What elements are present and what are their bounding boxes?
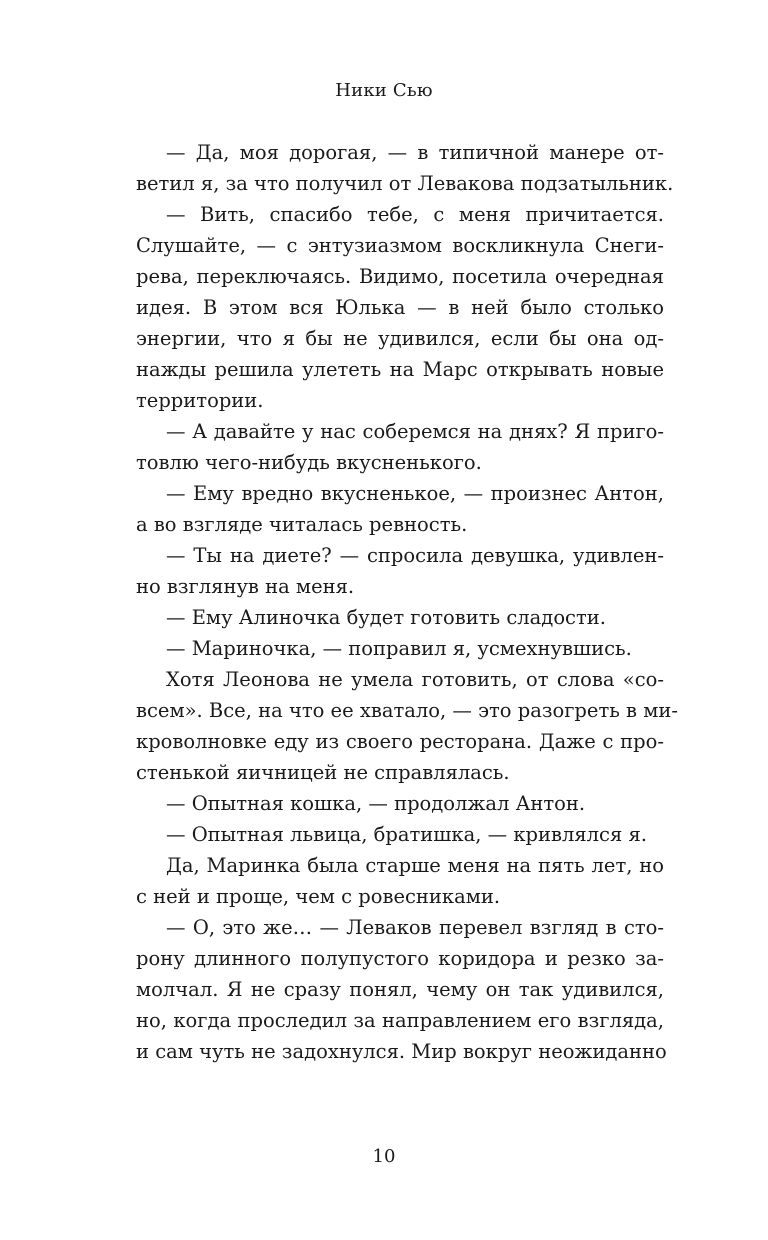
text-line: Хотя Леонова не умела готовить, от слова «со- [166, 668, 664, 691]
text-line: — Ты на диете? — спросила девушка, удивлен- [166, 544, 664, 567]
page-number: 10 [372, 1146, 396, 1167]
text-line: — Вить, спасибо тебе, с меня причитается. [166, 203, 664, 226]
text-line: — Мариночка, — поправил я, усмехнувшись. [166, 637, 632, 660]
text-line: товлю чего-нибудь вкусненького. [136, 451, 482, 474]
text-line: молчал. Я не сразу понял, чему он так удивился, [136, 978, 664, 1001]
text-line: — Ему Алиночка будет готовить сладости. [166, 606, 606, 629]
text-line: — Да, моя дорогая, — в типичной манере от- [166, 141, 664, 164]
text-line: нажды решила улететь на Марс открывать новые [136, 358, 664, 381]
text-line: но, когда проследил за направлением его взгляда, [136, 1009, 664, 1032]
text-line: с ней и проще, чем с ровесниками. [136, 885, 501, 908]
text-line: стенькой яичницей не справлялась. [136, 761, 510, 784]
text-line: — Опытная львица, братишка, — кривлялся я. [166, 823, 647, 846]
text-line: — Опытная кошка, — продолжал Антон. [166, 792, 586, 815]
text-line: всем». Все, на что ее хватало, — это разогреть в ми- [136, 699, 678, 722]
text-line: Слушайте, — с энтузиазмом воскликнула Снеги- [136, 234, 664, 257]
text-line: Да, Маринка была старше меня на пять лет, но [166, 854, 664, 877]
text-line: и сам чуть не задохнулся. Мир вокруг неожиданно [136, 1040, 667, 1063]
text-line: территории. [136, 389, 264, 412]
text-line: — О, это же… — Леваков перевел взгляд в сто- [166, 916, 664, 939]
text-line: ветил я, за что получил от Левакова подзатыльник. [136, 172, 674, 195]
text-line: но взглянув на меня. [136, 575, 355, 598]
body-text [136, 137, 678, 1067]
text-line: — А давайте у нас соберемся на днях? Я приго- [166, 420, 664, 443]
text-line: энергии, что я бы не удивился, если бы она од- [136, 327, 664, 350]
text-line: рева, переключаясь. Видимо, посетила очередная [136, 265, 664, 288]
text-line: идея. В этом вся Юлька — в ней было столько [136, 296, 664, 319]
running-head-author: Ники Сью [335, 80, 433, 101]
text-line: кроволновке еду из своего ресторана. Даже с про- [136, 730, 664, 753]
text-line: — Ему вредно вкусненькое, — произнес Антон, [166, 482, 664, 505]
text-line: а во взгляде читалась ревность. [136, 513, 468, 536]
text-line: рону длинного полупустого коридора и резко за- [136, 947, 664, 970]
